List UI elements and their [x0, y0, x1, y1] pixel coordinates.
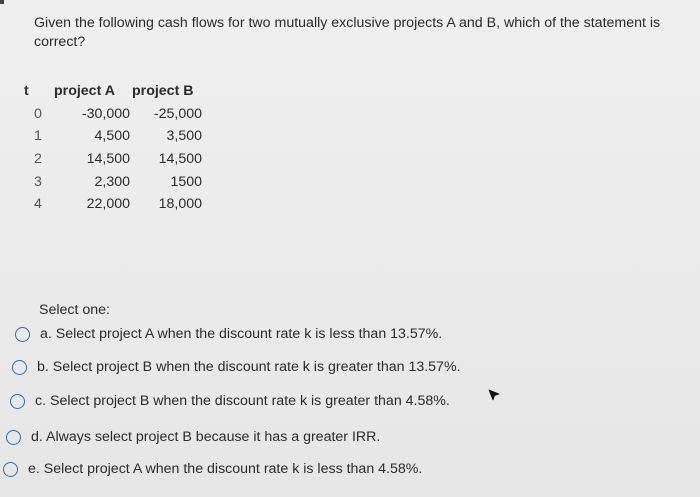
cell-t: 3	[34, 173, 42, 190]
cell-project-a: 14,500	[86, 151, 130, 168]
table-row	[24, 170, 202, 193]
cell-t: 4	[34, 196, 42, 213]
radio-button[interactable]	[12, 360, 27, 375]
cell-project-b: 18,000	[158, 196, 202, 213]
cell-project-a: 4,500	[94, 128, 130, 145]
radio-button[interactable]	[15, 327, 30, 342]
option-label: e. Select project A when the discount rate k is less than 4.58%.	[28, 461, 423, 477]
header-t: t	[24, 83, 29, 100]
option-label: c. Select project B when the discount rate k is greater than 4.58%.	[35, 393, 450, 409]
header-project-a: project A	[54, 83, 115, 100]
mouse-pointer-icon	[488, 389, 500, 403]
radio-button[interactable]	[6, 430, 21, 445]
table-row	[24, 103, 202, 126]
cell-t: 2	[34, 151, 42, 168]
option-label: a. Select project A when the discount rate k is less than 13.57%.	[40, 326, 443, 342]
select-one-label: Select one:	[39, 302, 110, 318]
cell-project-b: 14,500	[158, 151, 202, 168]
option-d[interactable]	[6, 429, 380, 445]
cell-project-b: -25,000	[153, 105, 202, 122]
table-row	[24, 125, 202, 148]
edge-mark	[0, 0, 4, 4]
table-header-row	[24, 80, 202, 103]
option-a[interactable]	[15, 326, 442, 342]
cell-t: 1	[34, 128, 42, 145]
cell-project-a: 22,000	[86, 196, 130, 213]
cash-flow-table	[24, 80, 202, 216]
option-label: b. Select project B when the discount rate k is greater than 13.57%.	[37, 359, 461, 375]
option-e[interactable]	[3, 461, 422, 477]
table-row	[24, 193, 202, 216]
question-text: Given the following cash flows for two mutually exclusive projects A and B, which of the statement is correct?	[34, 15, 661, 50]
header-project-b: project B	[132, 83, 194, 100]
option-b[interactable]	[12, 359, 461, 375]
cell-project-a: 2,300	[94, 173, 130, 190]
option-c[interactable]	[10, 393, 450, 409]
radio-button[interactable]	[3, 462, 18, 477]
option-label: d. Always select project B because it has a greater IRR.	[31, 429, 381, 445]
cell-t: 0	[34, 105, 42, 122]
cell-project-a: -30,000	[81, 105, 130, 122]
cell-project-b: 3,500	[166, 128, 202, 145]
radio-button[interactable]	[10, 394, 25, 409]
table-row	[24, 148, 202, 171]
cell-project-b: 1500	[170, 173, 202, 190]
